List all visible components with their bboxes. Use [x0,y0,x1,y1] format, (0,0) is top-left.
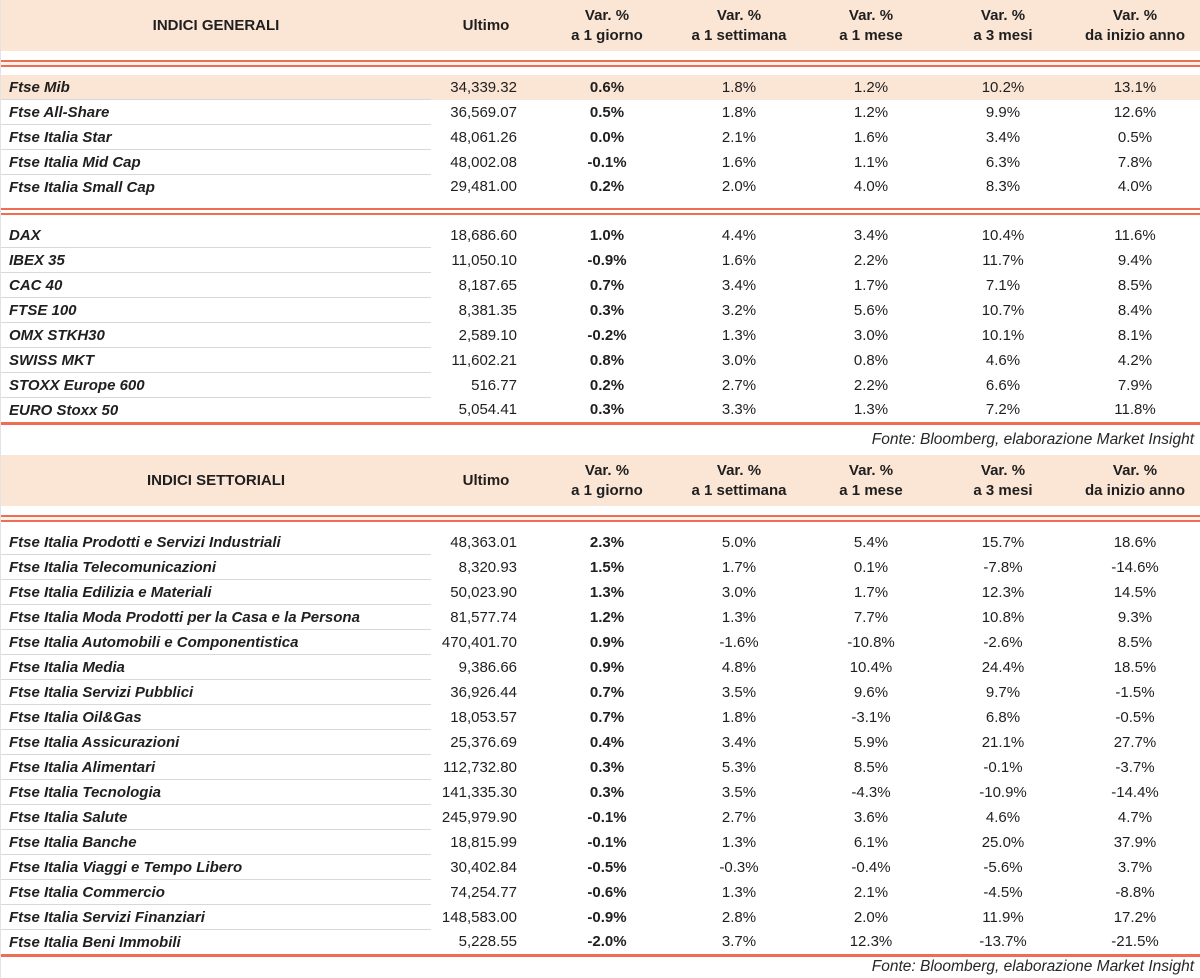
var-value: 3.5% [721,683,757,701]
table-row [1,880,1200,905]
column-header-var-month [805,0,937,51]
var-value: 3.4% [853,226,889,244]
var-value: -5.6% [983,858,1023,876]
ultimo-value: 18,686.60 [450,226,517,244]
var-value: 13.1% [1069,75,1200,100]
index-name: Ftse Italia Telecomunicazioni [1,555,431,580]
var-value: 3.0% [853,326,889,344]
table-row [1,580,1200,605]
column-header-var-week [673,0,805,51]
ultimo-value: 141,335.30 [441,783,517,801]
index-name: Ftse Italia Commercio [1,880,431,905]
var-value: -0.4% [851,858,891,876]
ultimo-value: 36,926.44 [450,683,517,701]
var-value: 9.3% [1117,608,1153,626]
table-row [1,655,1200,680]
table-row [1,630,1200,655]
table-title: INDICI SETTORIALI [1,455,431,506]
index-name: Ftse All-Share [1,100,431,125]
var-value: 11.6% [1114,226,1156,244]
indici-settoriali-table [1,455,1200,957]
table-row [1,680,1200,705]
period-label: a 3 mesi [973,26,1033,44]
source-note: Fonte: Bloomberg, elaborazione Market Insight [871,958,1194,975]
table-row [1,273,1200,298]
var-value: 37.9% [1113,833,1157,851]
var-value: 1.3% [721,833,757,851]
var-value: 3.3% [721,401,757,419]
var-value: 0.2% [589,376,625,394]
table-row [1,555,1200,580]
period-label: a 1 mese [839,481,903,499]
var-value: -0.5% [587,858,627,876]
var-value: 17.2% [1113,908,1157,926]
column-header-var-ytd [1069,0,1200,51]
ultimo-value: 11,050.10 [451,251,517,269]
ultimo-value: 2,589.10 [458,326,517,344]
var-value: 11.8% [1114,401,1156,419]
var-value: -1.6% [719,633,759,651]
var-value: 4.0% [1117,178,1153,196]
ultimo-value: 81,577.74 [450,608,517,626]
index-name: Ftse Italia Star [1,125,431,150]
var-value: 1.6% [721,251,757,269]
table-row [1,930,1200,956]
index-name: Ftse Italia Media [1,655,431,680]
column-header-ultimo: Ultimo [431,455,541,506]
var-value: 0.5% [589,103,625,121]
var-value: 0.1% [853,558,889,576]
ultimo-value: 48,002.08 [450,153,517,171]
var-value: 1.3% [721,883,757,901]
table-row [1,348,1200,373]
var-value: 9.9% [985,103,1021,121]
var-value: 15.7% [981,533,1025,551]
column-header-var-day [541,0,673,51]
table-row [1,905,1200,930]
var-value: -2.6% [983,633,1023,651]
var-value: -4.5% [983,883,1023,901]
var-value: 14.5% [1113,583,1157,601]
index-name: Ftse Italia Tecnologia [1,780,431,805]
var-value: -2.0% [587,933,627,951]
index-name: Ftse Italia Edilizia e Materiali [1,580,431,605]
ultimo-value: 245,979.90 [441,808,517,826]
var-value: -0.1% [587,833,627,851]
var-value: 1.1% [853,153,889,171]
var-value: 3.4% [721,733,757,751]
var-value: 3.0% [721,351,757,369]
double-rule [1,515,1200,522]
var-value: 3.5% [721,783,757,801]
index-name: Ftse Italia Beni Immobili [9,933,181,951]
var-label: Var. % [980,461,1026,479]
table-row [1,780,1200,805]
var-value: 1.2% [589,608,625,626]
var-value: 2.1% [721,128,757,146]
index-name: SWISS MKT [1,348,431,373]
column-header-var-month [805,455,937,506]
index-name: FTSE 100 [1,298,431,323]
var-value: 12.3% [981,583,1025,601]
ultimo-value: 8,187.65 [458,276,517,294]
var-value: 10.8% [981,608,1025,626]
var-value: -3.7% [1115,758,1155,776]
table-row [1,398,1200,424]
var-value: 7.7% [853,608,889,626]
ultimo-value: 29,481.00 [450,178,517,196]
var-label: Var. % [716,6,762,24]
indici-generali-table [1,0,1200,425]
ultimo-value: 25,376.69 [450,733,517,751]
var-value: -13.7% [979,933,1027,951]
var-value: 7.8% [1117,153,1153,171]
var-value: 1.6% [853,128,889,146]
indici-settoriali-body [1,506,1200,956]
ultimo-value: 5,228.55 [458,933,517,951]
var-value: 12.6% [1113,103,1157,121]
var-value: -3.1% [851,708,891,726]
var-value: 1.3% [853,401,889,419]
var-value: -0.5% [1115,708,1155,726]
var-value: 1.0% [589,226,625,244]
index-name: IBEX 35 [1,248,431,273]
var-value: 6.1% [853,833,889,851]
var-value: 21.1% [981,733,1025,751]
table-row [1,605,1200,630]
var-value: 2.3% [589,533,625,551]
period-label: da inizio anno [1085,481,1185,499]
var-value: 0.7% [589,683,625,701]
index-name: Ftse Italia Assicurazioni [1,730,431,755]
ultimo-value: 36,569.07 [450,103,517,121]
var-value: 6.8% [985,708,1021,726]
var-value: 1.2% [805,75,937,100]
double-rule [1,60,1200,67]
var-value: 6.6% [985,376,1021,394]
var-value: 1.8% [721,103,757,121]
column-header-var-ytd [1069,455,1200,506]
var-value: 0.6% [541,75,673,100]
var-value: -10.8% [847,633,895,651]
var-value: 3.0% [721,583,757,601]
table-row [1,75,1200,100]
var-value: 1.3% [589,583,625,601]
table-row [1,530,1200,555]
section-separator [1,199,1200,223]
var-value: -21.5% [1111,933,1159,951]
index-name: Ftse Italia Viaggi e Tempo Libero [1,855,431,880]
var-value: 1.7% [853,276,889,294]
ultimo-value: 30,402.84 [450,858,517,876]
var-value: 1.7% [853,583,889,601]
table-header-row [1,455,1200,506]
var-value: 0.3% [589,301,625,319]
var-value: 1.3% [721,608,757,626]
var-value: 8.5% [1117,276,1153,294]
period-label: a 1 settimana [691,481,787,499]
var-value: 0.3% [589,783,625,801]
var-value: -0.6% [587,883,627,901]
var-value: 10.4% [981,226,1025,244]
var-value: 1.8% [673,75,805,100]
ultimo-value: 516.77 [471,376,517,394]
index-name: DAX [1,223,431,248]
var-value: 10.2% [937,75,1069,100]
index-name: STOXX Europe 600 [1,373,431,398]
var-value: -0.1% [983,758,1023,776]
var-value: 8.5% [1117,633,1153,651]
var-value: -0.2% [587,326,627,344]
var-label: Var. % [1112,461,1158,479]
var-value: 3.6% [853,808,889,826]
var-value: 3.4% [985,128,1021,146]
period-label: a 1 mese [839,26,903,44]
double-rule [1,208,1200,215]
var-value: 2.1% [853,883,889,901]
period-label: a 1 giorno [571,26,643,44]
var-value: 24.4% [981,658,1025,676]
ultimo-value: 18,053.57 [450,708,517,726]
index-name: Ftse Italia Salute [1,805,431,830]
section-separator [1,506,1200,530]
indici-generali-body [1,51,1200,424]
column-header-var-week [673,455,805,506]
var-value: 0.2% [589,178,625,196]
var-value: 0.9% [589,658,625,676]
var-value: -0.1% [587,808,627,826]
var-value: 12.3% [849,933,893,951]
var-value: 2.2% [853,251,889,269]
var-value: -1.5% [1115,683,1155,701]
var-value: 10.1% [981,326,1025,344]
column-header-var-day [541,455,673,506]
section-separator [1,51,1200,75]
var-value: 1.8% [721,708,757,726]
table-header-row [1,0,1200,51]
var-label: Var. % [848,6,894,24]
ultimo-value: 18,815.99 [450,833,517,851]
var-value: 3.2% [721,301,757,319]
var-label: Var. % [848,461,894,479]
table-row [1,298,1200,323]
var-value: -4.3% [851,783,891,801]
ultimo-value: 74,254.77 [450,883,517,901]
var-value: 2.2% [853,376,889,394]
table-row [1,755,1200,780]
var-value: -14.4% [1111,783,1159,801]
var-value: -10.9% [979,783,1027,801]
var-value: -0.9% [587,251,627,269]
index-name: Ftse Italia Small Cap [9,178,155,196]
var-value: 4.6% [985,808,1021,826]
var-value: 25.0% [981,833,1025,851]
index-name: Ftse Italia Servizi Pubblici [1,680,431,705]
table-title: INDICI GENERALI [1,0,431,51]
var-value: 4.0% [853,178,889,196]
var-value: 7.9% [1117,376,1153,394]
ultimo-value: 11,602.21 [451,351,517,369]
table-row [1,175,1200,200]
var-value: 7.1% [985,276,1021,294]
var-value: 0.3% [589,401,625,419]
var-value: 8.1% [1117,326,1153,344]
table-row [1,100,1200,125]
table-row [1,830,1200,855]
var-value: -0.3% [719,858,759,876]
var-value: 3.7% [721,933,757,951]
var-value: 0.3% [589,758,625,776]
var-label: Var. % [1112,6,1158,24]
var-value: 0.4% [589,733,625,751]
index-name: Ftse Italia Automobili e Componentistica [1,630,431,655]
ultimo-value: 470,401.70 [441,633,517,651]
var-value: 2.0% [721,178,757,196]
var-value: -14.6% [1111,558,1159,576]
period-label: a 1 settimana [691,26,787,44]
var-value: 0.0% [589,128,625,146]
var-value: 9.6% [853,683,889,701]
column-header-var-3months [937,0,1069,51]
var-value: 9.4% [1117,251,1153,269]
index-name: Ftse Mib [1,75,431,100]
ultimo-value: 148,583.00 [441,908,517,926]
var-value: 3.4% [721,276,757,294]
index-name: EURO Stoxx 50 [9,401,119,419]
column-header-ultimo: Ultimo [431,0,541,51]
table-row [1,223,1200,248]
table-row [1,150,1200,175]
table-row [1,248,1200,273]
ultimo-value: 112,732.80 [443,758,517,776]
var-value: 4.2% [1117,351,1153,369]
var-value: 4.4% [721,226,757,244]
var-value: 0.9% [589,633,625,651]
var-value: 0.8% [589,351,625,369]
var-value: 1.2% [853,103,889,121]
var-value: 8.3% [985,178,1021,196]
index-name: Ftse Italia Banche [1,830,431,855]
table-row [1,323,1200,348]
var-value: 0.8% [853,351,889,369]
var-value: 5.6% [853,301,889,319]
var-value: 1.3% [721,326,757,344]
var-label: Var. % [980,6,1026,24]
table-row [1,373,1200,398]
index-name: Ftse Italia Alimentari [1,755,431,780]
period-label: a 1 giorno [571,481,643,499]
index-name: Ftse Italia Mid Cap [1,150,431,175]
var-value: 9.7% [985,683,1021,701]
var-value: 27.7% [1113,733,1157,751]
var-value: 0.7% [589,708,625,726]
ultimo-value: 8,320.93 [458,558,517,576]
var-value: 2.0% [853,908,889,926]
var-value: 6.3% [985,153,1021,171]
var-value: 5.4% [853,533,889,551]
var-value: 5.9% [853,733,889,751]
ultimo-value: 48,363.01 [450,533,517,551]
ultimo-value: 48,061.26 [450,128,517,146]
index-name: Ftse Italia Oil&Gas [1,705,431,730]
var-value: 2.7% [721,376,757,394]
var-value: 2.8% [721,908,757,926]
var-value: 1.6% [721,153,757,171]
column-header-var-3months [937,455,1069,506]
var-value: 0.5% [1117,128,1153,146]
ultimo-value: 50,023.90 [450,583,517,601]
var-value: 11.7% [982,251,1024,269]
var-value: 4.8% [721,658,757,676]
ultimo-value: 34,339.32 [431,75,541,100]
ultimo-value: 9,386.66 [458,658,517,676]
var-value: 5.3% [721,758,757,776]
var-value: 4.7% [1117,808,1153,826]
var-value: 1.7% [721,558,757,576]
table-row [1,705,1200,730]
var-value: 18.5% [1113,658,1157,676]
var-value: 7.2% [985,401,1021,419]
var-value: 1.5% [589,558,625,576]
ultimo-value: 5,054.41 [458,401,517,419]
var-value: 10.7% [981,301,1025,319]
var-value: 8.4% [1117,301,1153,319]
var-value: 10.4% [849,658,893,676]
var-value: 3.7% [1117,858,1153,876]
var-value: -7.8% [983,558,1023,576]
index-name: Ftse Italia Prodotti e Servizi Industriali [1,530,431,555]
var-value: 18.6% [1113,533,1157,551]
table-row [1,855,1200,880]
var-label: Var. % [584,6,630,24]
var-label: Var. % [716,461,762,479]
ultimo-value: 8,381.35 [458,301,517,319]
var-value: 4.6% [985,351,1021,369]
source-note: Fonte: Bloomberg, elaborazione Market Insight [871,431,1194,448]
var-value: -8.8% [1115,883,1155,901]
table-row [1,805,1200,830]
index-name: Ftse Italia Servizi Finanziari [1,905,431,930]
index-name: OMX STKH30 [1,323,431,348]
var-value: -0.1% [587,153,627,171]
table-row [1,730,1200,755]
var-value: 2.7% [721,808,757,826]
table-row [1,125,1200,150]
var-value: 8.5% [853,758,889,776]
var-value: 5.0% [721,533,757,551]
period-label: a 3 mesi [973,481,1033,499]
var-value: 0.7% [589,276,625,294]
period-label: da inizio anno [1085,26,1185,44]
index-name: CAC 40 [1,273,431,298]
var-value: -0.9% [587,908,627,926]
var-value: 11.9% [982,908,1024,926]
index-name: Ftse Italia Moda Prodotti per la Casa e la Persona [1,605,431,630]
var-label: Var. % [584,461,630,479]
